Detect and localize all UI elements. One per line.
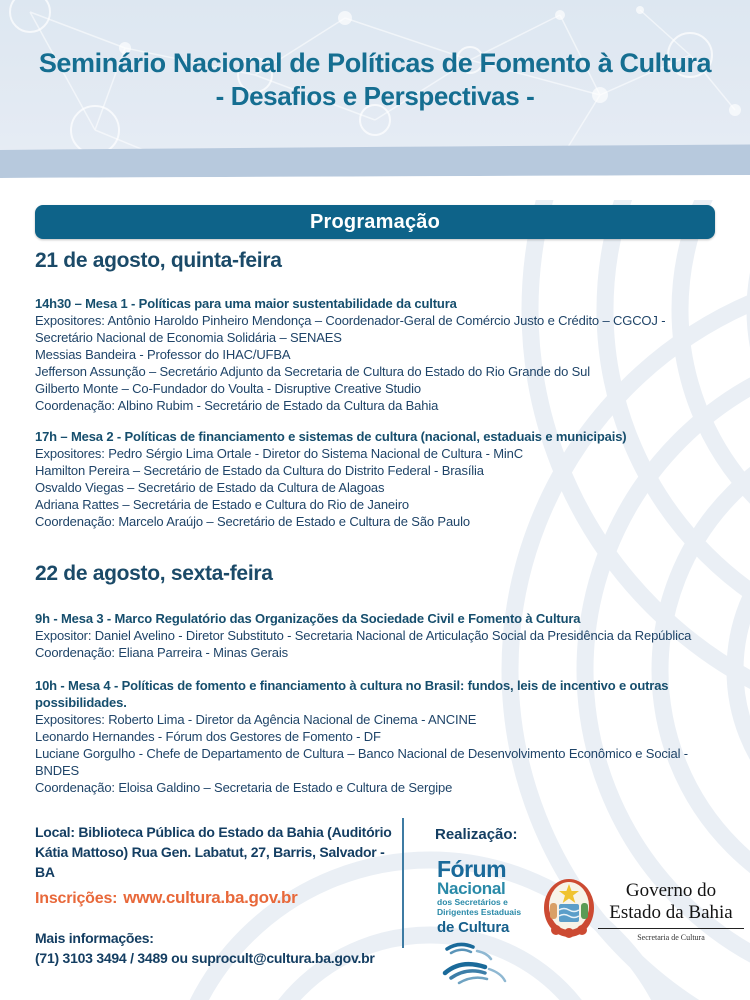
wave-divider (0, 138, 750, 200)
realization-label: Realização: (435, 826, 518, 843)
mesa-1-line: Gilberto Monte – Co-Fundador do Voulta - Disruptive Creative Studio (35, 381, 421, 396)
more-info-label: Mais informações: (35, 930, 154, 946)
mesa-1-line: Messias Bandeira - Professor do IHAC/UFBA (35, 347, 291, 362)
mesa-2-heading: 17h – Mesa 2 - Políticas de financiamento e sistemas de cultura (nacional, estaduais e municipais) (35, 429, 627, 444)
mesa-3-line: Coordenação: Eliana Parreira - Minas Gerais (35, 645, 288, 660)
more-info-contact: (71) 3103 3494 / 3489 ou suprocult@cultura.ba.gov.br (35, 950, 375, 966)
mesa-2-line: Hamilton Pereira – Secretário de Estado da Cultura do Distrito Federal - Brasília (35, 463, 484, 478)
ripple-swirl-icon (439, 939, 517, 987)
governo-logo-rule (598, 928, 744, 929)
governo-bahia-logo (598, 880, 744, 942)
registration-label: Inscrições: (35, 890, 118, 907)
forum-logo-line2: Nacional (437, 879, 506, 898)
session-mesa-2 (35, 428, 721, 530)
venue-text: Biblioteca Pública do Estado da Bahia (Auditório Kátia Mattoso) Rua Gen. Labatut, 27, Barris, Salvador - BA (35, 824, 392, 880)
mesa-3-heading: 9h - Mesa 3 - Marco Regulatório das Organizações da Sociedade Civil e Fomento à Cultura (35, 611, 581, 626)
mesa-2-line: Coordenação: Marcelo Araújo – Secretário de Estado e Cultura de São Paulo (35, 514, 470, 529)
registration-info (35, 888, 297, 908)
mesa-1-line: Jefferson Assunção – Secretário Adjunto da Secretaria de Cultura do Estado do Rio Grande do Sul (35, 364, 590, 379)
mesa-2-line: Osvaldo Viegas – Secretário de Estado da Cultura de Alagoas (35, 480, 385, 495)
mesa-3-line: Expositor: Daniel Avelino - Diretor Substituto - Secretaria Nacional de Articulação Social da Presidência da República (35, 628, 692, 643)
forum-logo-line5: de Cultura (437, 919, 510, 936)
bahia-coat-of-arms-icon (542, 876, 596, 942)
mesa-1-line: Coordenação: Albino Rubim - Secretário de Estado da Cultura da Bahia (35, 398, 439, 413)
mesa-2-line: Adriana Rattes – Secretária de Estado e Cultura do Rio de Janeiro (35, 497, 409, 512)
mesa-1-heading: 14h30 – Mesa 1 - Políticas para uma maior sustentabilidade da cultura (35, 296, 457, 311)
day-1-title: 21 de agosto, quinta-feira (35, 249, 282, 272)
forum-nacional-logo (437, 858, 521, 987)
poster-title-line1: Seminário Nacional de Políticas de Fomento à Cultura (38, 48, 712, 78)
mesa-4-line: Leonardo Hernandes - Fórum dos Gestores de Fomento - DF (35, 729, 381, 744)
forum-logo-line4: Dirigentes Estaduais (437, 907, 522, 917)
mesa-4-heading: 10h - Mesa 4 - Políticas de fomento e financiamento à cultura no Brasil: fundos, leis de incentivo e outras possibilidades. (35, 678, 669, 710)
poster-title-line2: - Desafios e Perspectivas - (215, 81, 535, 111)
forum-logo-line1: Fórum (437, 856, 507, 882)
governo-logo-line1: Governo do (625, 880, 717, 901)
mesa-4-line: Expositores: Roberto Lima - Diretor da Agência Nacional de Cinema - ANCINE (35, 712, 477, 727)
venue-label: Local: (35, 824, 75, 840)
governo-logo-line2: Estado da Bahia (609, 902, 733, 923)
mesa-4-line: Coordenação: Eloisa Galdino – Secretaria de Estado e Cultura de Sergipe (35, 780, 453, 795)
governo-logo-subtitle: Secretaria de Cultura (637, 933, 705, 942)
venue-info (35, 822, 407, 882)
forum-logo-line3: dos Secretários e (437, 897, 508, 907)
program-section-header: Programação (35, 205, 715, 239)
mesa-4-line: Luciane Gorgulho - Chefe de Departamento de Cultura – Banco Nacional de Desenvolvimento Econômico e Social - BNDES (35, 746, 688, 778)
session-mesa-1 (35, 295, 721, 414)
mesa-2-line: Expositores: Pedro Sérgio Lima Ortale - Diretor do Sistema Nacional de Cultura - MinC (35, 446, 523, 461)
mesa-1-line: Expositores: Antônio Haroldo Pinheiro Mendonça – Coordenador-Geral de Comércio Justo e Crédito – CGCOJ - Secretário Nacional de Economia Solidária – SENAES (35, 313, 666, 345)
registration-url-link[interactable]: www.cultura.ba.gov.br (123, 888, 298, 907)
header-banner (0, 0, 750, 200)
more-info (35, 928, 407, 968)
session-mesa-4 (35, 677, 721, 796)
session-mesa-3 (35, 610, 721, 661)
day-2-title: 22 de agosto, sexta-feira (35, 562, 273, 585)
